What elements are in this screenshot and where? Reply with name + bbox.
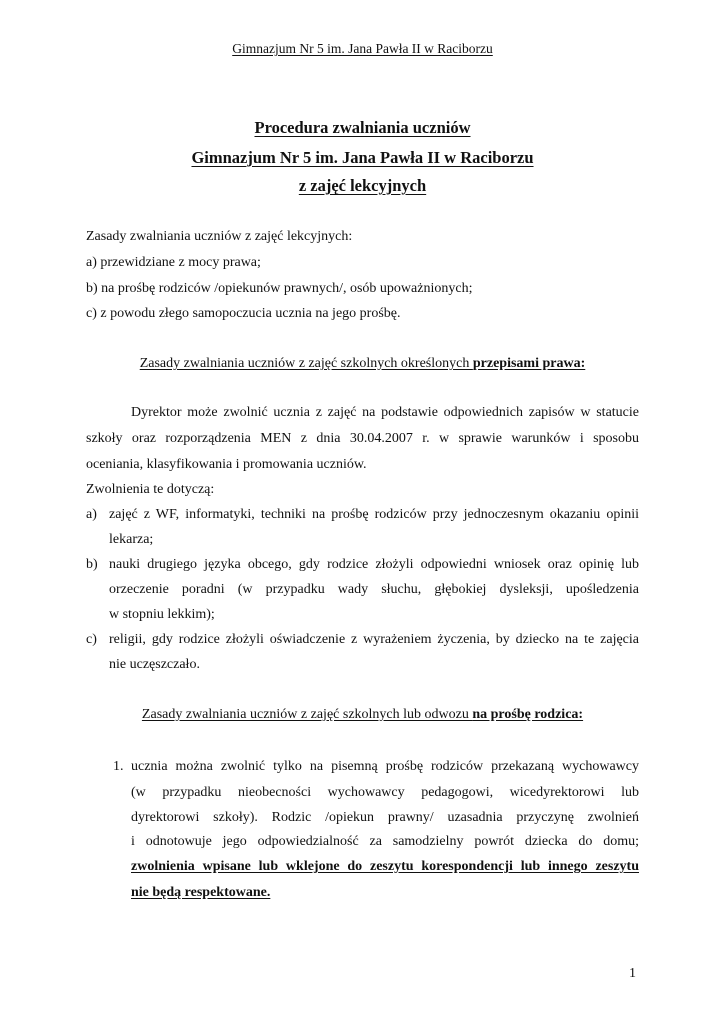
intro-item-b: b) na prośbę rodziców /opiekunów prawnych/, osób upoważnionych; (86, 281, 473, 296)
section1-item-c-line-1: religii, gdy rodzice złożyli oświadczenie z wyrażeniem życzenia, by dziecko na te zajęcia (109, 632, 639, 647)
section1-heading-bold: przepisami prawa: (472, 356, 586, 371)
section2-heading-bold: na prośbę rodzica: (472, 707, 584, 722)
section2-item-1-line-3: dyrektorowi szkoły). Rodzic /opiekun prawny/ uzasadnia przyczynę zwolnień (131, 810, 639, 825)
section1-para-line-3: oceniania, klasyfikowania i promowania uczniów. (86, 457, 367, 472)
section1-item-c-label: c) (86, 632, 97, 647)
section1-lead: Zwolnienia te dotyczą: (86, 482, 215, 497)
section2-item-1-line-2: (w przypadku nieobecności wychowawcy pedagogowi, wicedyrektorowi lub (131, 785, 639, 800)
section2-item-1-line-1: ucznia można zwolnić tylko na pisemną prośbę rodziców przekazaną wychowawcy (131, 759, 639, 774)
section1-item-a-line-2: lekarza; (109, 532, 154, 547)
section1-item-a-label: a) (86, 507, 97, 522)
intro-item-a: a) przewidziane z mocy prawa; (86, 255, 261, 270)
section2-item-1-bold-line-1: zwolnienia wpisane lub wklejone do zeszytu korespondencji lub innego zeszytu (131, 859, 639, 874)
document-title-line-3: z zajęć lekcyjnych (298, 176, 427, 195)
section1-heading-plain: Zasady zwalniania uczniów z zajęć szkolnych określonych (139, 356, 473, 371)
page-number: 1 (629, 966, 636, 981)
running-header: Gimnazjum Nr 5 im. Jana Pawła II w Raciborzu (232, 41, 493, 56)
section2-item-1-bold-line-2: nie będą respektowane. (131, 885, 271, 900)
document-title-line-1: Procedura zwalniania uczniów (254, 118, 471, 137)
section1-para-text-1: Dyrektor może zwolnić ucznia z zajęć na podstawie odpowiednich zapisów w statucie (131, 405, 639, 420)
document-title-line-2: Gimnazjum Nr 5 im. Jana Pawła II w Raciborzu (191, 148, 534, 167)
section2-heading (0, 707, 725, 723)
intro-lead: Zasady zwalniania uczniów z zajęć lekcyjnych: (86, 229, 353, 244)
section1-para-line-2: szkoły oraz rozporządzenia MEN z dnia 30.04.2007 r. w sprawie warunków i sposobu (86, 431, 639, 446)
section2-item-1-line-4: i odnotowuje jego odpowiedzialność za samodzielny powrót dziecka do domu; (131, 834, 639, 849)
section2-item-1-label: 1. (113, 759, 124, 774)
section1-item-b-line-3: w stopniu lekkim); (109, 607, 215, 622)
section2-heading-plain: Zasady zwalniania uczniów z zajęć szkolnych lub odwozu (141, 707, 473, 722)
section1-item-b-line-2: orzeczenie poradni (w przypadku wady słuchu, głębokiej dysleksji, upośledzenia (109, 582, 639, 597)
intro-item-c: c) z powodu złego samopoczucia ucznia na jego prośbę. (86, 306, 401, 321)
section1-heading (0, 356, 725, 372)
section1-item-c-line-2: nie uczęszczało. (109, 657, 200, 672)
section1-item-b-line-1: nauki drugiego języka obcego, gdy rodzice złożyli odpowiedni wniosek oraz opinię lub (109, 557, 639, 572)
section1-item-b-label: b) (86, 557, 98, 572)
section1-item-a-line-1: zajęć z WF, informatyki, techniki na prośbę rodziców przy jednoczesnym okazaniu opinii (109, 507, 639, 522)
section1-para-line-1 (131, 405, 639, 421)
